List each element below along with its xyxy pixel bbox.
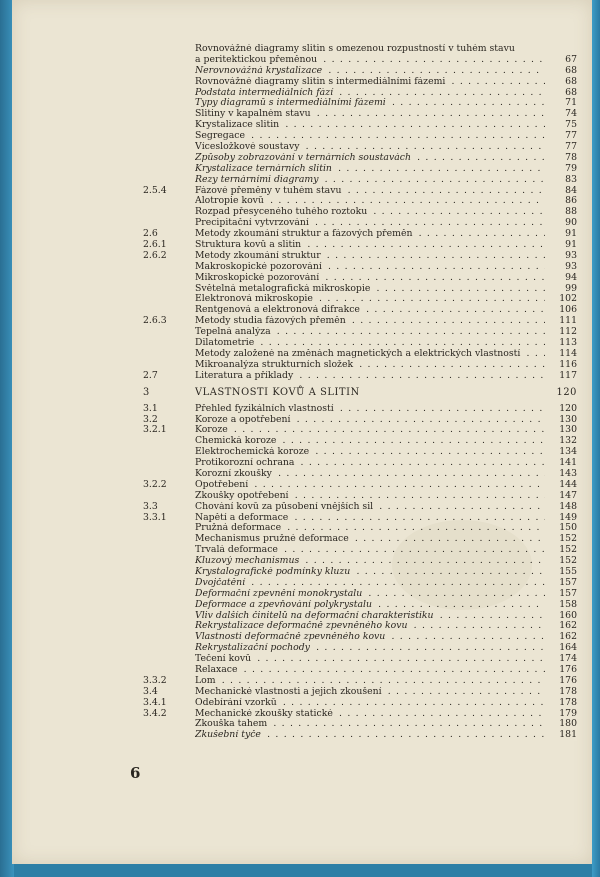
entry-title [195, 654, 563, 665]
section-number: 3.3.1 [143, 511, 167, 523]
toc-entry [12, 469, 592, 480]
entry-title [195, 142, 563, 153]
entry-title [195, 730, 563, 741]
entry-title [195, 262, 563, 273]
entry-title [195, 709, 563, 720]
entry-title-text: Slitiny v kapalném stavu [195, 109, 311, 120]
toc-entry [12, 425, 592, 436]
entry-title [195, 305, 563, 316]
section-number: 2.6.1 [143, 239, 167, 251]
entry-title [195, 469, 563, 480]
section-number: 2.6.3 [143, 315, 167, 327]
toc-entry [12, 284, 592, 295]
toc-entry [12, 654, 592, 665]
entry-title [195, 229, 563, 240]
section-number: 2.7 [143, 369, 158, 381]
entry-page-number: 147 [545, 491, 577, 502]
entry-title-text: Relaxace [195, 664, 238, 675]
toc-entry [12, 491, 592, 502]
toc-entry [12, 360, 592, 371]
entry-title-text: Deformace a zpevňování polykrystalu [195, 599, 372, 610]
entry-title [195, 294, 563, 305]
entry-page-number: 178 [545, 698, 577, 709]
entry-page-number: 120 [545, 382, 577, 404]
entry-title-text: Vlastnosti deformačně zpevněného kovu [195, 632, 386, 643]
toc-entry [12, 55, 592, 66]
entry-title-text: Mechanické vlastnosti a jejich zkoušení [195, 686, 382, 697]
entry-title [195, 218, 563, 229]
entry-page-number: 181 [545, 730, 577, 741]
entry-title [195, 327, 563, 338]
entry-page-number: 74 [545, 109, 577, 120]
entry-title-text: Vliv dalších činitelů na deformační charakteristiku [195, 610, 434, 621]
entry-page-number: 148 [545, 502, 577, 513]
toc-entry [12, 186, 592, 197]
entry-title [195, 273, 563, 284]
entry-title-text: Literatura a příklady [195, 370, 294, 381]
entry-title-text: Tečení kovů [195, 654, 252, 665]
entry-title-text: Mechanismus pružné deformace [195, 534, 349, 545]
toc-entry [12, 316, 592, 327]
entry-title [195, 436, 563, 447]
entry-title [195, 338, 563, 349]
section-number: 3.1 [143, 402, 158, 414]
entry-title [195, 66, 563, 77]
entry-title-text: Mechanické zkoušky statické [195, 708, 333, 719]
entry-title [195, 382, 563, 404]
entry-title-text: Kluzový mechanismus [195, 556, 300, 567]
toc-entry [12, 142, 592, 153]
entry-page-number: 178 [545, 687, 577, 698]
entry-page-number: 162 [545, 632, 577, 643]
entry-title-text: Protikorozní ochrana [195, 458, 295, 469]
toc-entry [12, 77, 592, 88]
entry-title-text: Světelná metalografická mikroskopie [195, 283, 371, 294]
entry-title-text: Koroze [195, 425, 228, 436]
entry-title [195, 88, 563, 99]
entry-page-number: 143 [545, 469, 577, 480]
entry-page-number: 179 [545, 709, 577, 720]
entry-title [195, 611, 563, 622]
entry-page-number: 67 [545, 55, 577, 66]
entry-title-text: a peritektickou přeměnou [195, 54, 318, 65]
section-number: 2.5.4 [143, 184, 167, 196]
entry-title [195, 404, 563, 415]
toc-entry [12, 98, 592, 109]
toc-entry [12, 709, 592, 720]
entry-page-number: 152 [545, 556, 577, 567]
entry-title [195, 513, 563, 524]
section-number: 3.2 [143, 413, 158, 425]
toc-entry [12, 88, 592, 99]
entry-title-text: Rekrystalizace deformačně zpevněného kovu [195, 621, 408, 632]
entry-title [195, 196, 563, 207]
entry-title [195, 425, 563, 436]
toc-entry [12, 262, 592, 273]
entry-page-number: 77 [545, 142, 577, 153]
entry-title-text: Lom [195, 675, 216, 686]
toc-entry [12, 404, 592, 415]
entry-title-text: Mikroanalýza strukturních složek [195, 359, 354, 370]
entry-page-number: 93 [545, 251, 577, 262]
entry-title-text: Rekrystalizační pochody [195, 643, 310, 654]
entry-title [195, 621, 563, 632]
entry-title-text: Zkušební tyče [195, 730, 261, 741]
toc-entry [12, 120, 592, 131]
toc-entry [12, 109, 592, 120]
entry-page-number: 176 [545, 676, 577, 687]
entry-page-number: 77 [545, 131, 577, 142]
entry-page-number: 152 [545, 534, 577, 545]
toc-entry [12, 294, 592, 305]
entry-title [195, 349, 563, 360]
entry-page-number: 157 [545, 589, 577, 600]
entry-title-text: Makroskopické pozorování [195, 261, 322, 272]
entry-title [195, 55, 563, 66]
toc-entry [12, 44, 592, 55]
toc-entry [12, 229, 592, 240]
entry-title-text: Precipitační vytvrzování [195, 218, 309, 229]
toc-entry [12, 730, 592, 741]
entry-title-text: Struktura kovů a slitin [195, 240, 302, 251]
book-page [12, 0, 592, 864]
entry-page-number: 162 [545, 621, 577, 632]
entry-page-number: 141 [545, 458, 577, 469]
toc-entry [12, 327, 592, 338]
entry-title [195, 545, 563, 556]
toc-entry [12, 502, 592, 513]
entry-title-text: Chemická koroze [195, 436, 277, 447]
toc-entry [12, 131, 592, 142]
entry-title-text: Způsoby zobrazování v ternárních soustavách [195, 152, 411, 163]
entry-page-number: 93 [545, 262, 577, 273]
entry-page-number: 113 [545, 338, 577, 349]
entry-title [195, 164, 563, 175]
entry-page-number: 79 [545, 164, 577, 175]
entry-page-number: 134 [545, 447, 577, 458]
entry-title-text: Elektrochemická koroze [195, 447, 310, 458]
entry-page-number: 132 [545, 436, 577, 447]
entry-title [195, 534, 563, 545]
toc-entry [12, 687, 592, 698]
section-number: 2.6 [143, 228, 158, 240]
entry-title [195, 175, 563, 186]
entry-page-number: 150 [545, 523, 577, 534]
toc-entry [12, 458, 592, 469]
toc-entry [12, 338, 592, 349]
entry-title-text: Deformační zpevnění monokrystalu [195, 588, 363, 599]
entry-title-text: Mikroskopické pozorování [195, 272, 320, 283]
entry-title-text: Podstata intermediálních fází [195, 87, 334, 98]
entry-title-text: Typy diagramů s intermediálními fázemi [195, 98, 386, 109]
entry-page-number: 160 [545, 611, 577, 622]
toc-entry [12, 251, 592, 262]
entry-title [195, 491, 563, 502]
toc-entry [12, 698, 592, 709]
entry-title-text: Rovnovážné diagramy slitin s intermediálními fázemi [195, 76, 446, 87]
entry-title-text: Pružná deformace [195, 523, 282, 534]
entry-title [195, 600, 563, 611]
entry-page-number: 114 [545, 349, 577, 360]
section-number: 3.2.2 [143, 478, 167, 490]
entry-page-number: 68 [545, 88, 577, 99]
entry-title-text: Přehled fyzikálních vlastností [195, 403, 334, 414]
toc-entry [12, 164, 592, 175]
entry-page-number: 91 [545, 229, 577, 240]
entry-title-text: Alotropie kovů [195, 196, 264, 207]
entry-page-number: 120 [545, 404, 577, 415]
section-number: 3.3.2 [143, 674, 167, 686]
entry-title-text: Odebírání vzorků [195, 697, 277, 708]
entry-page-number: 99 [545, 284, 577, 295]
entry-page-number: 71 [545, 98, 577, 109]
entry-title-text: Metody studia fázových přeměn [195, 316, 346, 327]
toc-entry [12, 567, 592, 578]
entry-title [195, 578, 563, 589]
entry-page-number: 180 [545, 719, 577, 730]
entry-page-number: 94 [545, 273, 577, 284]
entry-title [195, 458, 563, 469]
toc-entry [12, 665, 592, 676]
entry-page-number: 152 [545, 545, 577, 556]
toc-entry [12, 273, 592, 284]
toc-entry [12, 371, 592, 382]
toc-entry [12, 589, 592, 600]
entry-page-number: 155 [545, 567, 577, 578]
toc-entry [12, 415, 592, 426]
toc-entry [12, 447, 592, 458]
entry-title [195, 567, 563, 578]
toc-entry [12, 676, 592, 687]
entry-title [195, 120, 563, 131]
section-number: 3.4.1 [143, 696, 167, 708]
entry-title-text: Koroze a opotřebení [195, 414, 291, 425]
toc-entry [12, 305, 592, 316]
entry-title-text: Nerovnovážná krystalizace [195, 65, 323, 76]
chapter-heading-row [12, 382, 592, 404]
section-number: 3.4 [143, 685, 158, 697]
entry-title [195, 98, 563, 109]
entry-title-text: Rentgenová a elektronová difrakce [195, 305, 360, 316]
entry-page-number: 83 [545, 175, 577, 186]
entry-title-text: Krystalizace slitin [195, 120, 280, 131]
entry-page-number: 86 [545, 196, 577, 207]
entry-page-number: 176 [545, 665, 577, 676]
entry-title [195, 207, 563, 218]
entry-title-text: Metody zkoumání struktur [195, 250, 321, 261]
toc-entry [12, 175, 592, 186]
entry-title [195, 186, 563, 197]
entry-page-number: 111 [545, 316, 577, 327]
toc-entry [12, 153, 592, 164]
toc-entry [12, 523, 592, 534]
entry-page-number: 106 [545, 305, 577, 316]
entry-title [195, 284, 563, 295]
entry-title-text: Chování kovů za působení vnějších sil [195, 501, 374, 512]
toc-entry [12, 556, 592, 567]
toc-entry [12, 207, 592, 218]
entry-title-text: Metody zkoumání struktur a fázových přeměn [195, 229, 413, 240]
entry-title-text: Řezy ternárními diagramy [195, 174, 319, 185]
entry-title [195, 687, 563, 698]
entry-title-text: Fázové přeměny v tuhém stavu [195, 185, 342, 196]
toc-entry [12, 578, 592, 589]
toc-entry [12, 545, 592, 556]
entry-page-number: 130 [545, 415, 577, 426]
entry-title [195, 698, 563, 709]
entry-page-number: 157 [545, 578, 577, 589]
entry-page-number: 78 [545, 153, 577, 164]
entry-title [195, 676, 563, 687]
toc-entry [12, 621, 592, 632]
entry-page-number: 116 [545, 360, 577, 371]
entry-title-text: Dvojčatění [195, 577, 246, 588]
entry-page-number: 91 [545, 240, 577, 251]
entry-title-text: Krystalografické podmínky kluzu [195, 566, 351, 577]
book-cover-edge [592, 0, 600, 877]
entry-title [195, 556, 563, 567]
toc-entry [12, 632, 592, 643]
section-number: 2.6.2 [143, 249, 167, 261]
entry-title [195, 251, 563, 262]
entry-title [195, 415, 563, 426]
toc-entry [12, 66, 592, 77]
entry-title-text: Rovnovážné diagramy slitin s omezenou rozpustností v tuhém stavu [195, 44, 515, 54]
entry-title-text: Opotřebení [195, 479, 249, 490]
section-number: 3 [143, 386, 150, 398]
entry-title-text: Rozpad přesyceného tuhého roztoku [195, 207, 368, 218]
entry-title-text: Napětí a deformace [195, 512, 289, 523]
entry-title [195, 480, 563, 491]
entry-title [195, 44, 563, 55]
entry-title-text: Elektronová mikroskopie [195, 294, 313, 305]
page-number: 6 [130, 764, 141, 782]
toc-entry [12, 719, 592, 730]
entry-page-number: 158 [545, 600, 577, 611]
entry-title [195, 719, 563, 730]
entry-title [195, 643, 563, 654]
table-of-contents [12, 44, 592, 741]
toc-entry [12, 600, 592, 611]
section-number: 3.3 [143, 500, 158, 512]
entry-page-number: 174 [545, 654, 577, 665]
entry-title [195, 589, 563, 600]
entry-title-text: Trvalá deformace [195, 545, 278, 556]
entry-title [195, 523, 563, 534]
entry-title-text: Zkoušky opotřebení [195, 490, 289, 501]
entry-title [195, 371, 563, 382]
entry-title-text: Dilatometrie [195, 338, 255, 349]
entry-page-number: 90 [545, 218, 577, 229]
entry-page-number: 164 [545, 643, 577, 654]
section-number: 3.4.2 [143, 707, 167, 719]
entry-page-number: 144 [545, 480, 577, 491]
toc-entry [12, 513, 592, 524]
toc-entry [12, 480, 592, 491]
entry-title [195, 502, 563, 513]
entry-title-text: Krystalizace ternárních slitin [195, 163, 332, 174]
entry-title [195, 131, 563, 142]
entry-page-number: 68 [545, 77, 577, 88]
entry-title [195, 447, 563, 458]
toc-entry [12, 643, 592, 654]
entry-title-text: Vícesložkové soustavy [195, 142, 300, 153]
entry-title-text: Korozní zkoušky [195, 468, 272, 479]
entry-title [195, 153, 563, 164]
entry-title [195, 240, 563, 251]
entry-page-number: 84 [545, 186, 577, 197]
toc-entry [12, 436, 592, 447]
entry-page-number: 112 [545, 327, 577, 338]
toc-entry [12, 534, 592, 545]
entry-title-text: Zkouška tahem [195, 719, 268, 730]
entry-title [195, 77, 563, 88]
toc-entry [12, 196, 592, 207]
entry-title [195, 665, 563, 676]
entry-page-number: 68 [545, 66, 577, 77]
entry-page-number: 149 [545, 513, 577, 524]
entry-title [195, 632, 563, 643]
entry-page-number: 75 [545, 120, 577, 131]
entry-page-number: 117 [545, 371, 577, 382]
entry-page-number: 88 [545, 207, 577, 218]
entry-page-number: 102 [545, 294, 577, 305]
entry-title-text: Segregace [195, 131, 245, 142]
entry-title [195, 360, 563, 371]
toc-entry [12, 218, 592, 229]
toc-entry [12, 240, 592, 251]
entry-title [195, 109, 563, 120]
section-number: 3.2.1 [143, 424, 167, 436]
entry-title-text: Metody založené na změnách magnetických a elektrických vlastností [195, 348, 521, 359]
toc-entry [12, 349, 592, 360]
entry-title-text: Tepelná analýza [195, 327, 271, 338]
entry-page-number: 130 [545, 425, 577, 436]
toc-entry [12, 611, 592, 622]
entry-title-text: VLASTNOSTI KOVŮ A SLITIN [195, 386, 360, 398]
entry-title [195, 316, 563, 327]
